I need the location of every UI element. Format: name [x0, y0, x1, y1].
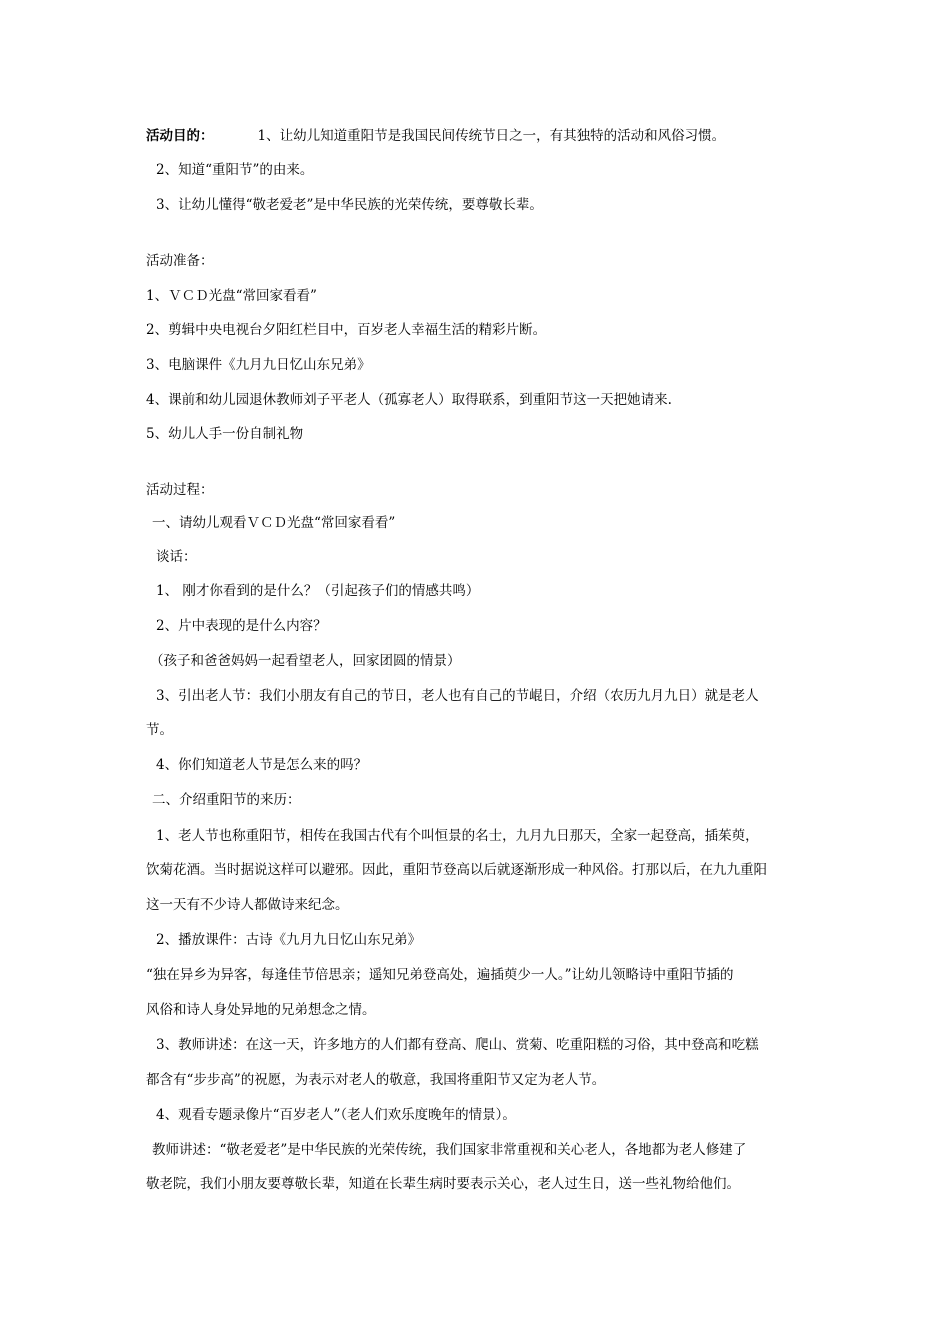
process-line-5: （孩子和爸爸妈妈一起看望老人，回家团圆的情景） [150, 653, 461, 669]
goals-line-1 [146, 126, 725, 146]
process-line-14: “独在异乡为异客，每逢佳节倍思亲；遥知兄弟登高处，遍插萸少一人。”让幼儿领略诗中重阳节插的 [146, 967, 734, 983]
goals-item-3: 3、让幼儿懂得“敬老爱老”是中华民族的光荣传统，要尊敬长辈。 [156, 197, 543, 213]
process-line-1: 一、请幼儿观看ＶＣＤ光盘“常回家看看” [152, 515, 396, 531]
preparation-item-4: 4、课前和幼儿园退休教师刘子平老人（孤寡老人）取得联系，到重阳节这一天把她请来. [146, 392, 672, 408]
process-line-6: 3、引出老人节：我们小朋友有自己的节日，老人也有自己的节崐日，介绍（农历九月九日）就是老人 [156, 688, 759, 704]
process-line-4: 2、片中表现的是什么内容？ [156, 618, 327, 634]
process-line-19: 教师讲述：“敬老爱老”是中华民族的光荣传统，我们国家非常重视和关心老人，各地都为老人修建了 [152, 1142, 747, 1158]
process-line-15: 风俗和诗人身处异地的兄弟想念之情。 [146, 1002, 376, 1018]
process-line-11: 饮菊花酒。当时据说这样可以避邪。因此，重阳节登高以后就逐渐形成一种风俗。打那以后，在九九重阳 [146, 862, 767, 878]
process-line-16: 3、教师讲述：在这一天，许多地方的人们都有登高、爬山、赏菊、吃重阳糕的习俗，其中登高和吃糕 [156, 1037, 759, 1053]
process-line-7: 节。 [146, 722, 173, 738]
process-line-20: 敬老院，我们小朋友要尊敬长辈，知道在长辈生病时要表示关心，老人过生日，送一些礼物给他们。 [146, 1176, 740, 1192]
process-line-10: 1、老人节也称重阳节，相传在我国古代有个叫恒景的名士，九月九日那天，全家一起登高，插茱萸， [156, 828, 759, 844]
goals-heading: 活动目的： [146, 128, 214, 144]
process-line-17: 都含有“步步高”的祝愿，为表示对老人的敬意，我国将重阳节又定为老人节。 [146, 1072, 606, 1088]
process-line-12: 这一天有不少诗人都做诗来纪念。 [146, 897, 349, 913]
preparation-item-3: 3、电脑课件《九月九日忆山东兄弟》 [146, 357, 371, 373]
process-line-13: 2、播放课件：古诗《九月九日忆山东兄弟》 [156, 932, 422, 948]
process-line-2: 谈话： [156, 549, 197, 565]
process-heading: 活动过程： [146, 482, 214, 498]
preparation-item-5: 5、幼儿人手一份自制礼物 [146, 426, 304, 442]
preparation-heading: 活动准备： [146, 253, 214, 269]
process-line-18: 4、观看专题录像片“百岁老人”（老人们欢乐度晚年的情景）。 [156, 1107, 516, 1123]
process-line-8: 4、你们知道老人节是怎么来的吗？ [156, 757, 368, 773]
preparation-item-2: 2、剪辑中央电视台夕阳红栏目中，百岁老人幸福生活的精彩片断。 [146, 322, 547, 338]
goals-item-2: 2、知道“重阳节”的由来。 [156, 162, 314, 178]
goals-item-1: 1、让幼儿知道重阳节是我国民间传统节日之一，有其独特的活动和风俗习惯。 [257, 128, 726, 144]
preparation-item-1: 1、ＶＣＤ光盘“常回家看看” [146, 288, 317, 304]
process-line-3: 1、 刚才你看到的是什么？（引起孩子们的情感共鸣） [156, 583, 480, 599]
process-line-9: 二、介绍重阳节的来历： [152, 792, 301, 808]
